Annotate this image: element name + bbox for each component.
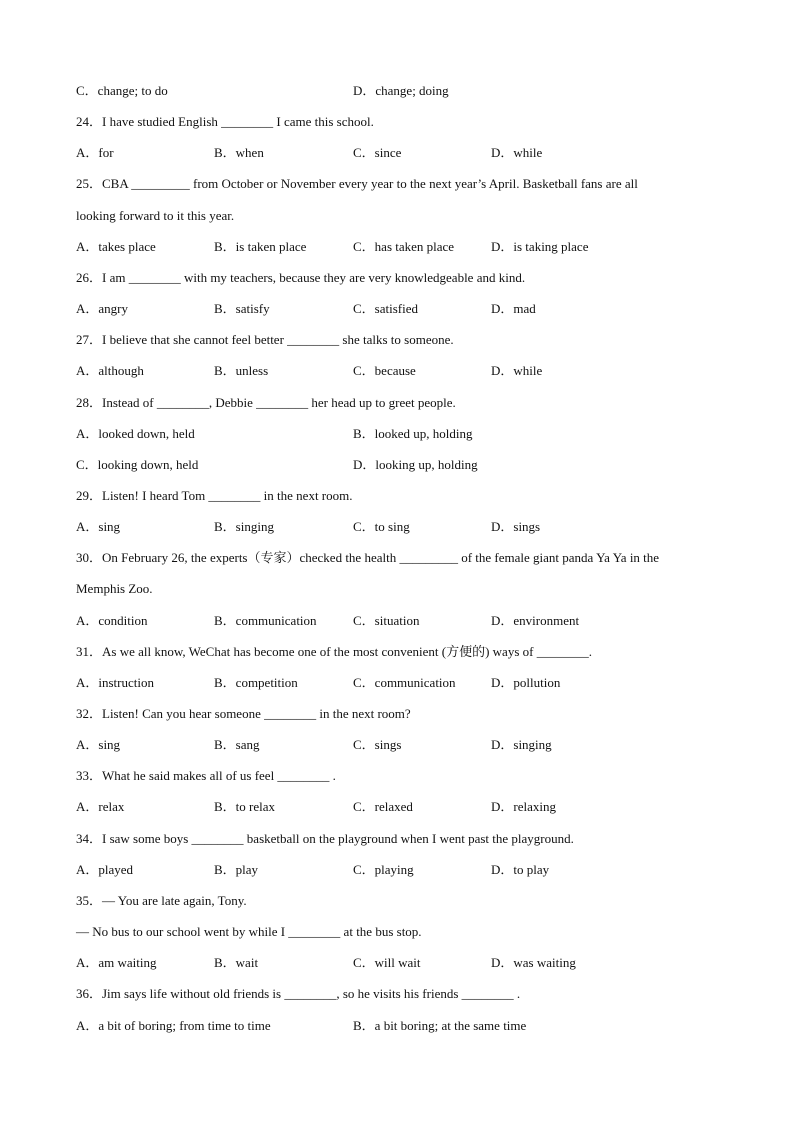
- answer-option: B．when: [214, 145, 264, 160]
- answer-option: A．looked down, held: [76, 426, 195, 441]
- answer-option: D．environment: [491, 613, 580, 628]
- question-text: 34．I saw some boys ________ basketball on the playground when I went past the playground.: [76, 831, 574, 846]
- question-text: Memphis Zoo.: [76, 581, 153, 596]
- answer-option: A．for: [76, 145, 114, 160]
- option-row: [76, 361, 724, 381]
- option-row: [76, 237, 724, 257]
- answer-option: A．condition: [76, 613, 148, 628]
- answer-option: D．mad: [491, 301, 536, 316]
- answer-option: C．communication: [353, 675, 456, 690]
- answer-option: C．because: [353, 363, 416, 378]
- answer-option: B．is taken place: [214, 239, 307, 254]
- question-text: 30．On February 26, the experts（专家）checked the health _________ of the female giant panda Ya Ya in the: [76, 550, 660, 565]
- question-text: 35．— You are late again, Tony.: [76, 893, 247, 908]
- answer-option: B．singing: [214, 519, 274, 534]
- answer-option: C．satisfied: [353, 301, 418, 316]
- option-row: [76, 143, 724, 163]
- answer-option: D．while: [491, 145, 543, 160]
- answer-option: B．satisfy: [214, 301, 270, 316]
- answer-option: D．singing: [491, 737, 552, 752]
- option-row: [76, 797, 724, 817]
- question-text: — No bus to our school went by while I ________ at the bus stop.: [76, 924, 422, 939]
- answer-option: D．was waiting: [491, 955, 576, 970]
- option-row: [76, 299, 724, 319]
- option-row: [76, 424, 724, 444]
- answer-option: D．to play: [491, 862, 550, 877]
- option-row: [76, 517, 724, 537]
- option-row: [76, 611, 724, 631]
- option-row: [76, 860, 724, 880]
- answer-option: B．play: [214, 862, 259, 877]
- option-row: [76, 1016, 724, 1036]
- answer-option: C．situation: [353, 613, 420, 628]
- answer-option: A．relax: [76, 799, 125, 814]
- question-text: 24．I have studied English ________ I came this school.: [76, 114, 374, 129]
- answer-option: A．although: [76, 363, 144, 378]
- answer-option: D．looking up, holding: [353, 457, 478, 472]
- answer-option: D．sings: [491, 519, 541, 534]
- answer-option: A．takes place: [76, 239, 156, 254]
- answer-option: C．relaxed: [353, 799, 413, 814]
- answer-option: B．wait: [214, 955, 259, 970]
- option-row: [76, 455, 724, 475]
- answer-option: C．playing: [353, 862, 414, 877]
- answer-option: B．unless: [214, 363, 269, 378]
- answer-option: A．sing: [76, 519, 121, 534]
- question-text: 29．Listen! I heard Tom ________ in the next room.: [76, 488, 353, 503]
- answer-option: D．while: [491, 363, 543, 378]
- question-text: looking forward to it this year.: [76, 208, 235, 223]
- answer-option: A．sing: [76, 737, 121, 752]
- answer-option: C．sings: [353, 737, 402, 752]
- answer-option: C．change; to do: [76, 83, 168, 98]
- option-row: [76, 735, 724, 755]
- question-text: 28．Instead of ________, Debbie ________ her head up to greet people.: [76, 395, 456, 410]
- question-text: 27．I believe that she cannot feel better ________ she talks to someone.: [76, 332, 454, 347]
- answer-option: D．is taking place: [491, 239, 589, 254]
- answer-option: C．looking down, held: [76, 457, 199, 472]
- answer-option: D．relaxing: [491, 799, 556, 814]
- answer-option: C．will wait: [353, 955, 421, 970]
- answer-option: B．a bit boring; at the same time: [353, 1018, 527, 1033]
- question-text: 25．CBA _________ from October or November every year to the next year’s April. Basketball fans are all: [76, 176, 638, 191]
- answer-option: A．am waiting: [76, 955, 157, 970]
- answer-option: B．competition: [214, 675, 298, 690]
- answer-option: A．played: [76, 862, 134, 877]
- answer-option: D．change; doing: [353, 83, 449, 98]
- answer-option: A．instruction: [76, 675, 154, 690]
- question-text: 36．Jim says life without old friends is ________, so he visits his friends ________ .: [76, 986, 521, 1001]
- question-text: 31．As we all know, WeChat has become one of the most convenient (方便的) ways of ________.: [76, 644, 592, 659]
- question-text: 26．I am ________ with my teachers, because they are very knowledgeable and kind.: [76, 270, 526, 285]
- answer-option: C．to sing: [353, 519, 410, 534]
- answer-option: C．has taken place: [353, 239, 455, 254]
- option-row: [76, 673, 724, 693]
- option-row: [76, 81, 724, 101]
- answer-option: A．angry: [76, 301, 128, 316]
- answer-option: B．sang: [214, 737, 260, 752]
- answer-option: A．a bit of boring; from time to time: [76, 1018, 271, 1033]
- answer-option: B．to relax: [214, 799, 276, 814]
- answer-option: B．communication: [214, 613, 317, 628]
- answer-option: D．pollution: [491, 675, 561, 690]
- question-text: 33．What he said makes all of us feel ________ .: [76, 768, 336, 783]
- answer-option: B．looked up, holding: [353, 426, 473, 441]
- question-text: 32．Listen! Can you hear someone ________ in the next room?: [76, 706, 411, 721]
- option-row: [76, 953, 724, 973]
- answer-option: C．since: [353, 145, 402, 160]
